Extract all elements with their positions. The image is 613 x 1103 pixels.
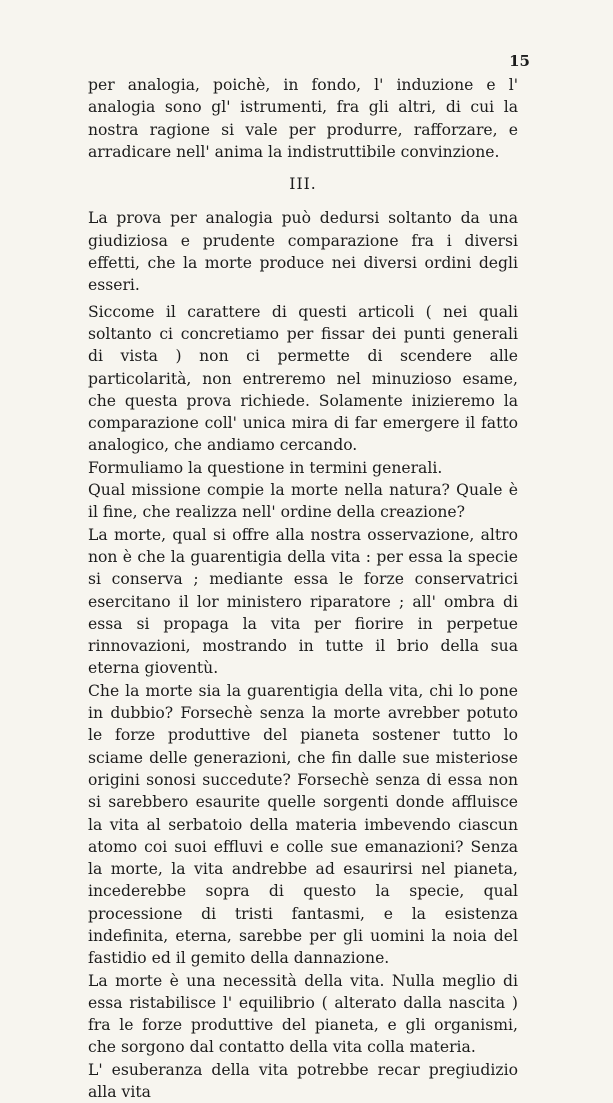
paragraph: La prova per analogia può dedursi soltanto da una giudiziosa e prudente comparazione fra i diversi effetti, che la morte produce nei diversi ordini degli esseri. — [88, 209, 518, 295]
paragraph: La morte è una necessità della vita. Nulla meglio di essa ristabilisce l' equilibrio ( alterato dalla nascita ) fra le forze produttive del pianeta, e gli organismi, che sorgono dal contatto della vita colla materia. — [88, 971, 518, 1057]
paragraph: La morte, qual si offre alla nostra osservazione, altro non è che la guarentigia della vita : per essa la specie si conserva ; mediante essa le forze conservatrici esercitano il lor ministero riparatore ; all' ombra di essa si propaga la vita per fiorire in perpetue rinnovazioni, mostrando in tutte il brio della sua eterna gioventù. — [88, 525, 518, 678]
paragraph: Siccome il carattere di questi articoli ( nei quali soltanto ci concretiamo per fissar dei punti generali di vista ) non ci permette di scendere alle particolarità, non entreremo nel minuzioso esame, che questa prova richiede. Solamente inizieremo la comparazione coll' unica mira di far emergere il fatto analogico, che andiamo cercando. — [88, 302, 518, 455]
paragraph: per analogia, poichè, in fondo, l' induzione e l' analogia sono gl' istrumenti, fra gli altri, di cui la nostra ragione si vale per produrre, rafforzare, e arradicare nell' anima la indistruttibile convinzione. — [88, 76, 518, 161]
page-body — [88, 74, 518, 1103]
paragraph: Che la morte sia la guarentigia della vita, chi lo pone in dubbio? Forsechè senza la morte avrebber potuto le forze produttive del pianeta sostener tutto lo sciame delle generazioni, che fin dalle sue misteriose origini sonosi succedute? Forsechè senza di essa non si sarebbero esaurite quelle sorgenti donde affluisce la vita al serbatoio della materia imbevendo ciascun atomo coi suoi effluvi e colle sue emanazioni? Senza la morte, la vita andrebbe ad esaurirsi nel pianeta, incederebbe sopra di questo la specie, qual processione di tristi fantasmi, e la esistenza indefinita, eterna, sarebbe per gli uomini la noia del fastidio ed il gemito della dannazione. — [88, 681, 518, 968]
paragraph: Formuliamo la questione in termini generali. — [88, 458, 443, 477]
page-number: 15 — [509, 52, 530, 70]
paragraph: Qual missione compie la morte nella natura? Quale è il fine, che realizza nell' ordine della creazione? — [88, 481, 518, 522]
paragraph: L' esuberanza della vita potrebbe recar pregiudizio alla vita — [88, 1060, 518, 1102]
section-heading: III. — [289, 175, 317, 194]
